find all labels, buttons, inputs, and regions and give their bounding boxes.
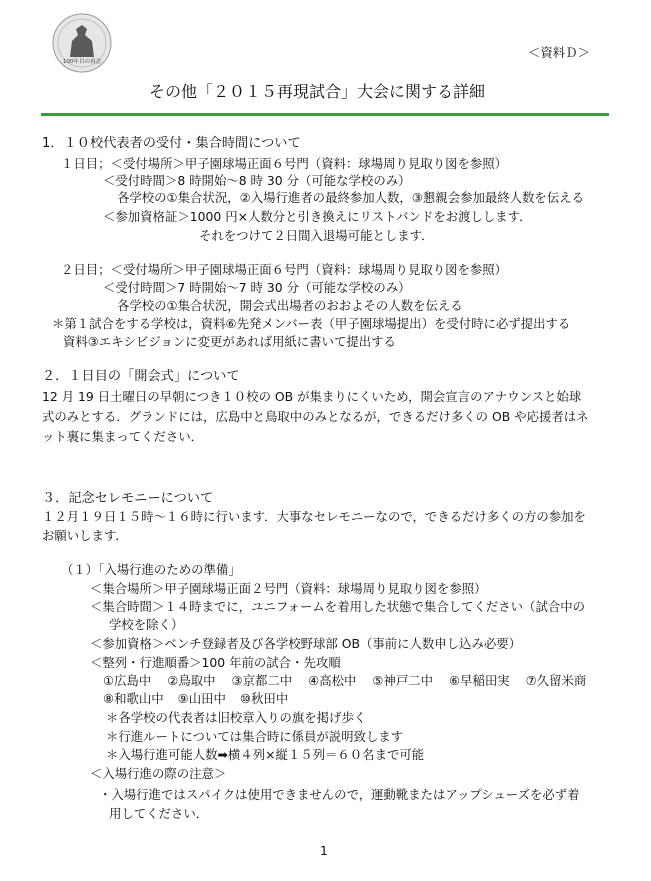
title-divider (41, 113, 609, 116)
logo-text: 100年目の再会 (63, 59, 101, 65)
page-title: その他「２０１５再現試合」大会に関する詳細 (149, 82, 486, 101)
march-note-capacity: ＊入場行進可能人数➡横４列×縦１５列＝６０名まで可能 (106, 747, 425, 762)
march-caution-line1: ・入場行進ではスパイクは使用できませんので，運動靴またはアップシューズを必ず着 (99, 787, 580, 802)
day1-reception-time: ＜受付時間＞8 時開始～8 時 30 分（可能な学校のみ） (103, 173, 411, 188)
day2-report-items: 各学校の①集合状況，開会式出場者のおおよその人数を伝える (117, 298, 463, 313)
day2-note-first-game: ＊第１試合をする学校は，資料⑥先発メンバー表（甲子園球場提出）を受付時に必ず提出する (52, 316, 571, 331)
school-item: ⑧和歌山中 (103, 691, 164, 706)
section3-line2: お願いします． (42, 528, 128, 543)
march-caution-line2: 用してください． (109, 806, 209, 821)
school-item: ②鳥取中 (167, 673, 216, 688)
page-number: 1 (320, 843, 328, 858)
march-note-flag: ＊各学校の代表者は旧校章入りの旗を掲げ歩く (106, 710, 367, 725)
march-meeting-time-cont: 学校を除く） (109, 617, 184, 632)
day1-report-items: 各学校の①集合状況，②入場行進者の最終参加人数，③懇親会参加最終人数を伝える (117, 190, 584, 205)
section3-line1: １２月１９日１５時～１６時に行います．大事なセレモニーなので，できるだけ多くの方の参加を (42, 509, 586, 524)
section2-line2: 式のみとする．グランドには，広島中と鳥取中のみとなるが，できるだけ多くの OB や応援者はネ (42, 409, 589, 424)
march-order: ＜整列・行進順番＞100 年前の試合・先攻順 (90, 655, 341, 670)
school-item: ⑩秋田中 (239, 691, 289, 706)
day2-reception-place: ２日目；＜受付場所＞甲子園球場正面６号門（資料：球場周り見取り図を参照） (61, 262, 508, 277)
section2-line1: 12 月 19 日土曜日の早朝につき１０校の OB が集まりにくいため，開会宣言のアナウンスと始球 (42, 389, 582, 404)
march-meeting-time: ＜集合時間＞１４時までに，ユニフォームを着用した状態で集合してください（試合中の (90, 599, 586, 614)
march-note-route: ＊行進ルートについては集合時に係員が説明致します (106, 729, 404, 744)
school-item: ⑦久留米商 (525, 673, 587, 688)
reunion-logo (52, 13, 112, 73)
school-item: ③京都二中 (231, 673, 293, 688)
school-item: ⑤神戸二中 (372, 673, 433, 688)
section3-heading: ３．記念セレモニーについて (42, 491, 214, 506)
school-list-row2 (103, 691, 288, 707)
school-item: ①広島中 (103, 673, 152, 688)
march-caution-heading: ＜入場行進の際の注意＞ (90, 766, 227, 781)
document-label: ＜資料Ｄ＞ (528, 45, 590, 60)
march-meeting-place: ＜集合場所＞甲子園球場正面２号門（資料：球場周り見取り図を参照） (90, 581, 487, 596)
school-item: ⑨山田中 (177, 691, 226, 706)
day2-note-exhibition: 資料③エキシビジョンに変更があれば用紙に書いて提出する (63, 334, 396, 349)
section2-heading: ２．１日目の「開会式」について (42, 369, 240, 384)
school-item: ⑥早稲田実 (448, 673, 510, 688)
day1-reception-place: １日目；＜受付場所＞甲子園球場正面６号門（資料：球場周り見取り図を参照） (61, 156, 508, 171)
day2-reception-time: ＜受付時間＞7 時開始～7 時 30 分（可能な学校のみ） (103, 280, 411, 295)
march-prep-heading: （１）「入場行進のための準備」 (61, 562, 241, 577)
day1-qualification: ＜参加資格証＞1000 円×人数分と引き換えにリストバンドをお渡しします． (103, 209, 532, 224)
section2-line3: ット裏に集まってください． (42, 429, 204, 444)
school-list-row1 (103, 673, 586, 689)
school-item: ④高松中 (308, 673, 357, 688)
day1-qualification-note: それをつけて２日間入退場可能とします． (199, 228, 434, 243)
section1-heading: 1．１０校代表者の受付・集合時間について (42, 136, 301, 151)
march-qualification: ＜参加資格＞ベンチ登録者及び各学校野球部 OB（事前に人数申し込み必要） (90, 636, 522, 651)
